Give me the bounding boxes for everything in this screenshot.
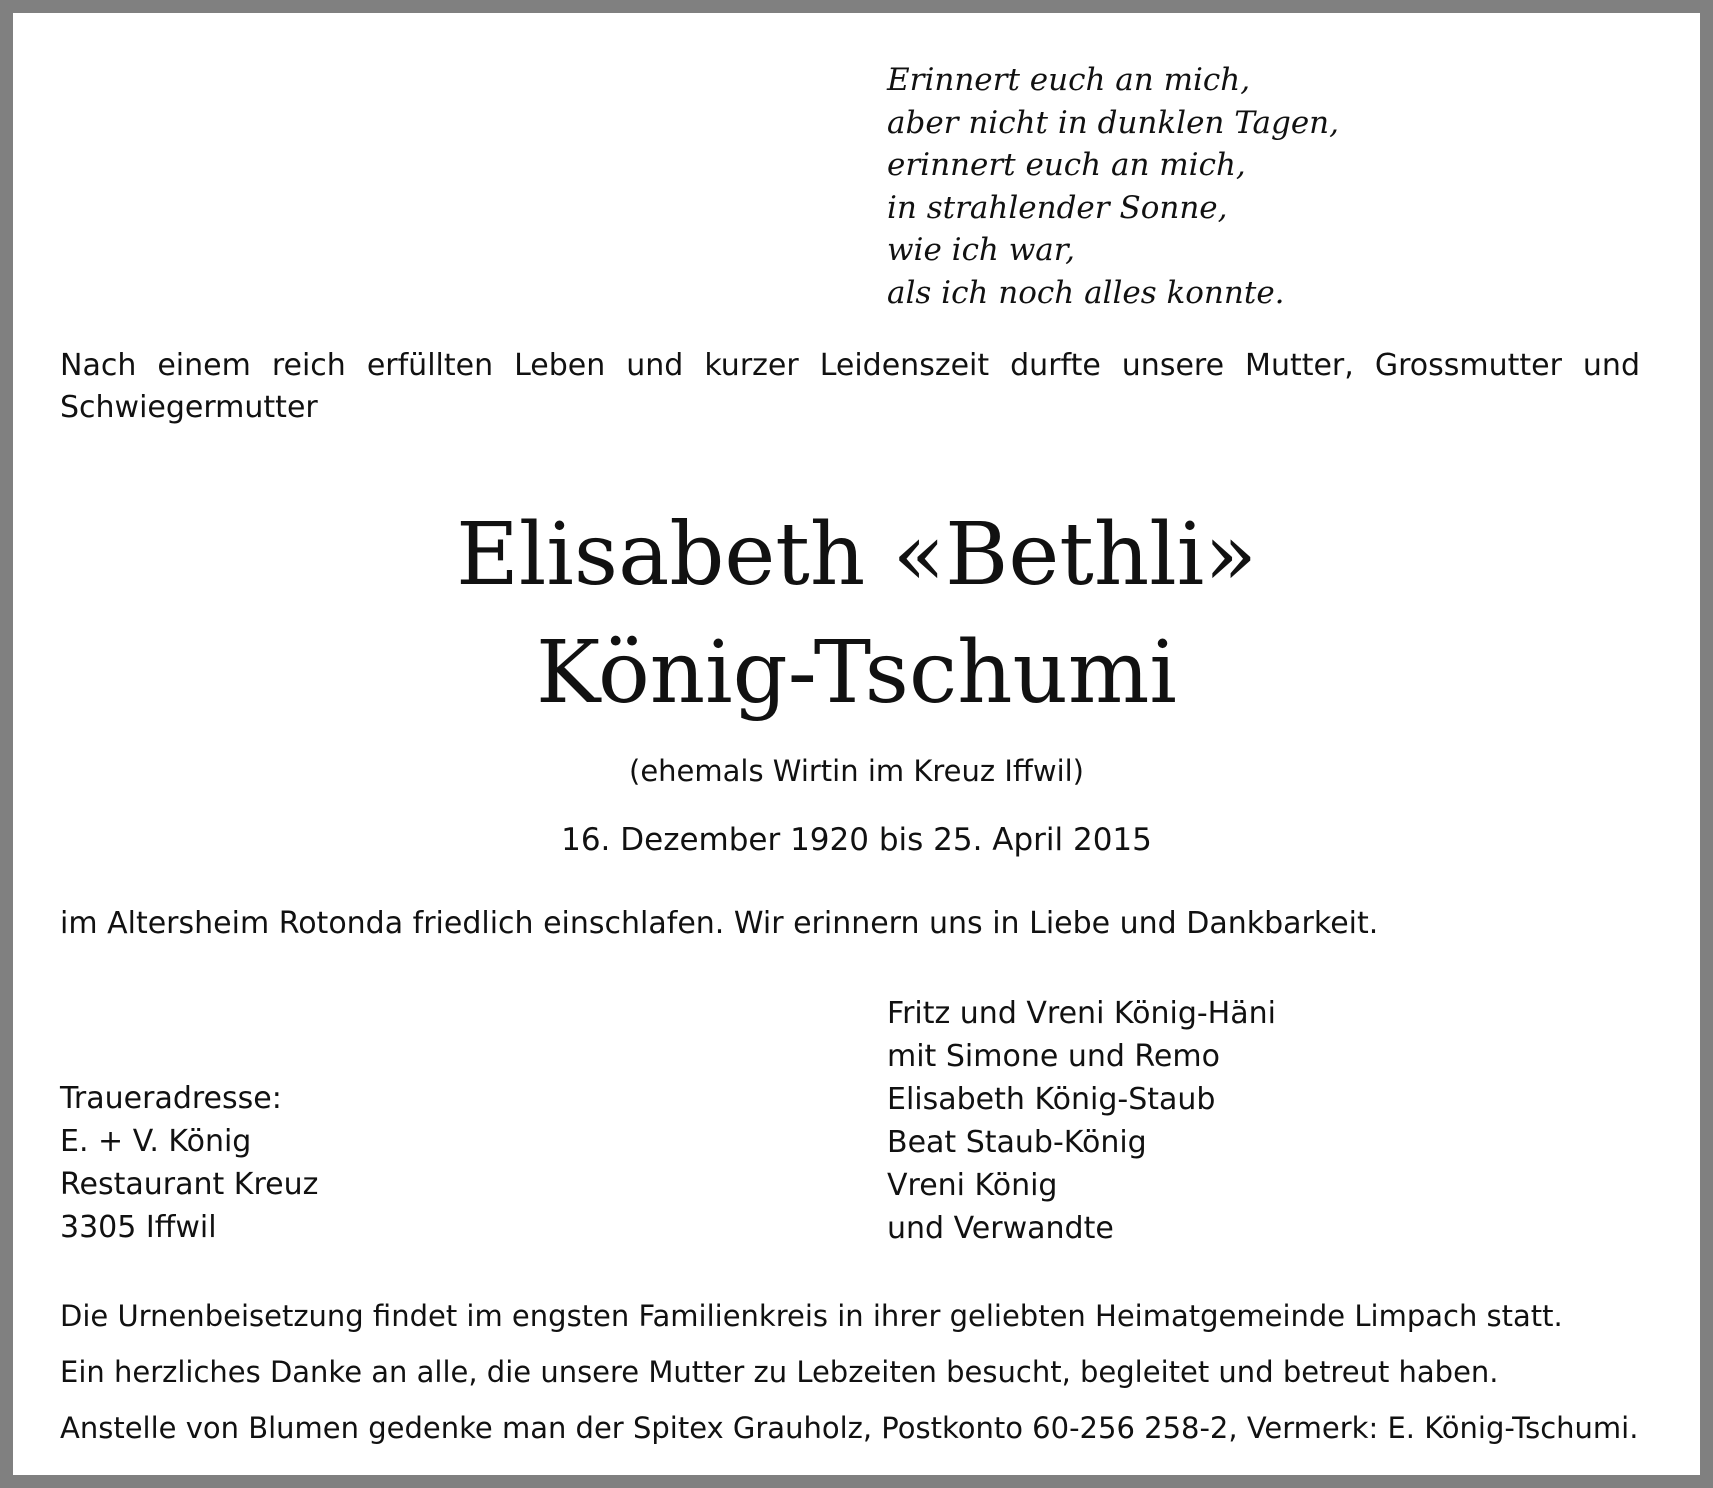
deceased-name-line2: König-Tschumi — [536, 623, 1177, 723]
poem-line: in strahlender Sonne, — [887, 189, 1228, 226]
poem-line: als ich noch alles konnte. — [887, 274, 1285, 311]
poem-line: aber nicht in dunklen Tagen, — [887, 104, 1339, 141]
poem-line: wie ich war, — [887, 232, 1076, 268]
closing-notes — [60, 1288, 1638, 1456]
family-line: Fritz und Vreni König-Häni — [887, 996, 1276, 1031]
family-list — [887, 992, 1276, 1250]
obituary-page — [13, 13, 1700, 1475]
family-line: mit Simone und Remo — [887, 1039, 1220, 1074]
life-dates: 16. Dezember 1920 bis 25. April 2015 — [561, 822, 1152, 858]
family-line: Elisabeth König-Staub — [887, 1082, 1216, 1117]
family-line: und Verwandte — [887, 1211, 1114, 1246]
intro-paragraph — [60, 345, 1640, 429]
passing-text: im Altersheim Rotonda friedlich einschlafen. Wir erinnern uns in Liebe und Dankbarkeit. — [60, 906, 1379, 941]
address-line: 3305 Iffwil — [60, 1210, 217, 1245]
poem-line: erinnert euch an mich, — [887, 147, 1246, 183]
family-line: Beat Staub-König — [887, 1125, 1147, 1160]
intro-line: Schwiegermutter — [60, 390, 318, 425]
poem — [887, 59, 1339, 314]
intro-line: Nach einem reich erfüllten Leben und kurzer Leidenszeit durfte unsere Mutter, Grossmutter und — [60, 348, 1640, 383]
poem-line: Erinnert euch an mich, — [887, 62, 1251, 98]
family-line: Vreni König — [887, 1168, 1058, 1203]
closing-line: Ein herzliches Danke an alle, die unsere Mutter zu Lebzeiten besucht, begleitet und betreut haben. — [60, 1355, 1499, 1389]
address-line: Traueradresse: — [60, 1081, 282, 1116]
closing-line: Anstelle von Blumen gedenke man der Spitex Grauholz, Postkonto 60-256 258-2, Vermerk: E. König-Tschumi. — [60, 1411, 1639, 1445]
closing-line: Die Urnenbeisetzung findet im engsten Familienkreis in ihrer geliebten Heimatgemeinde Limpach statt. — [60, 1299, 1563, 1333]
mourning-address — [60, 1077, 318, 1249]
address-line: Restaurant Kreuz — [60, 1167, 319, 1202]
address-line: E. + V. König — [60, 1124, 252, 1159]
deceased-subtitle: (ehemals Wirtin im Kreuz Iffwil) — [629, 754, 1084, 788]
deceased-name-line1: Elisabeth «Bethli» — [456, 505, 1257, 605]
